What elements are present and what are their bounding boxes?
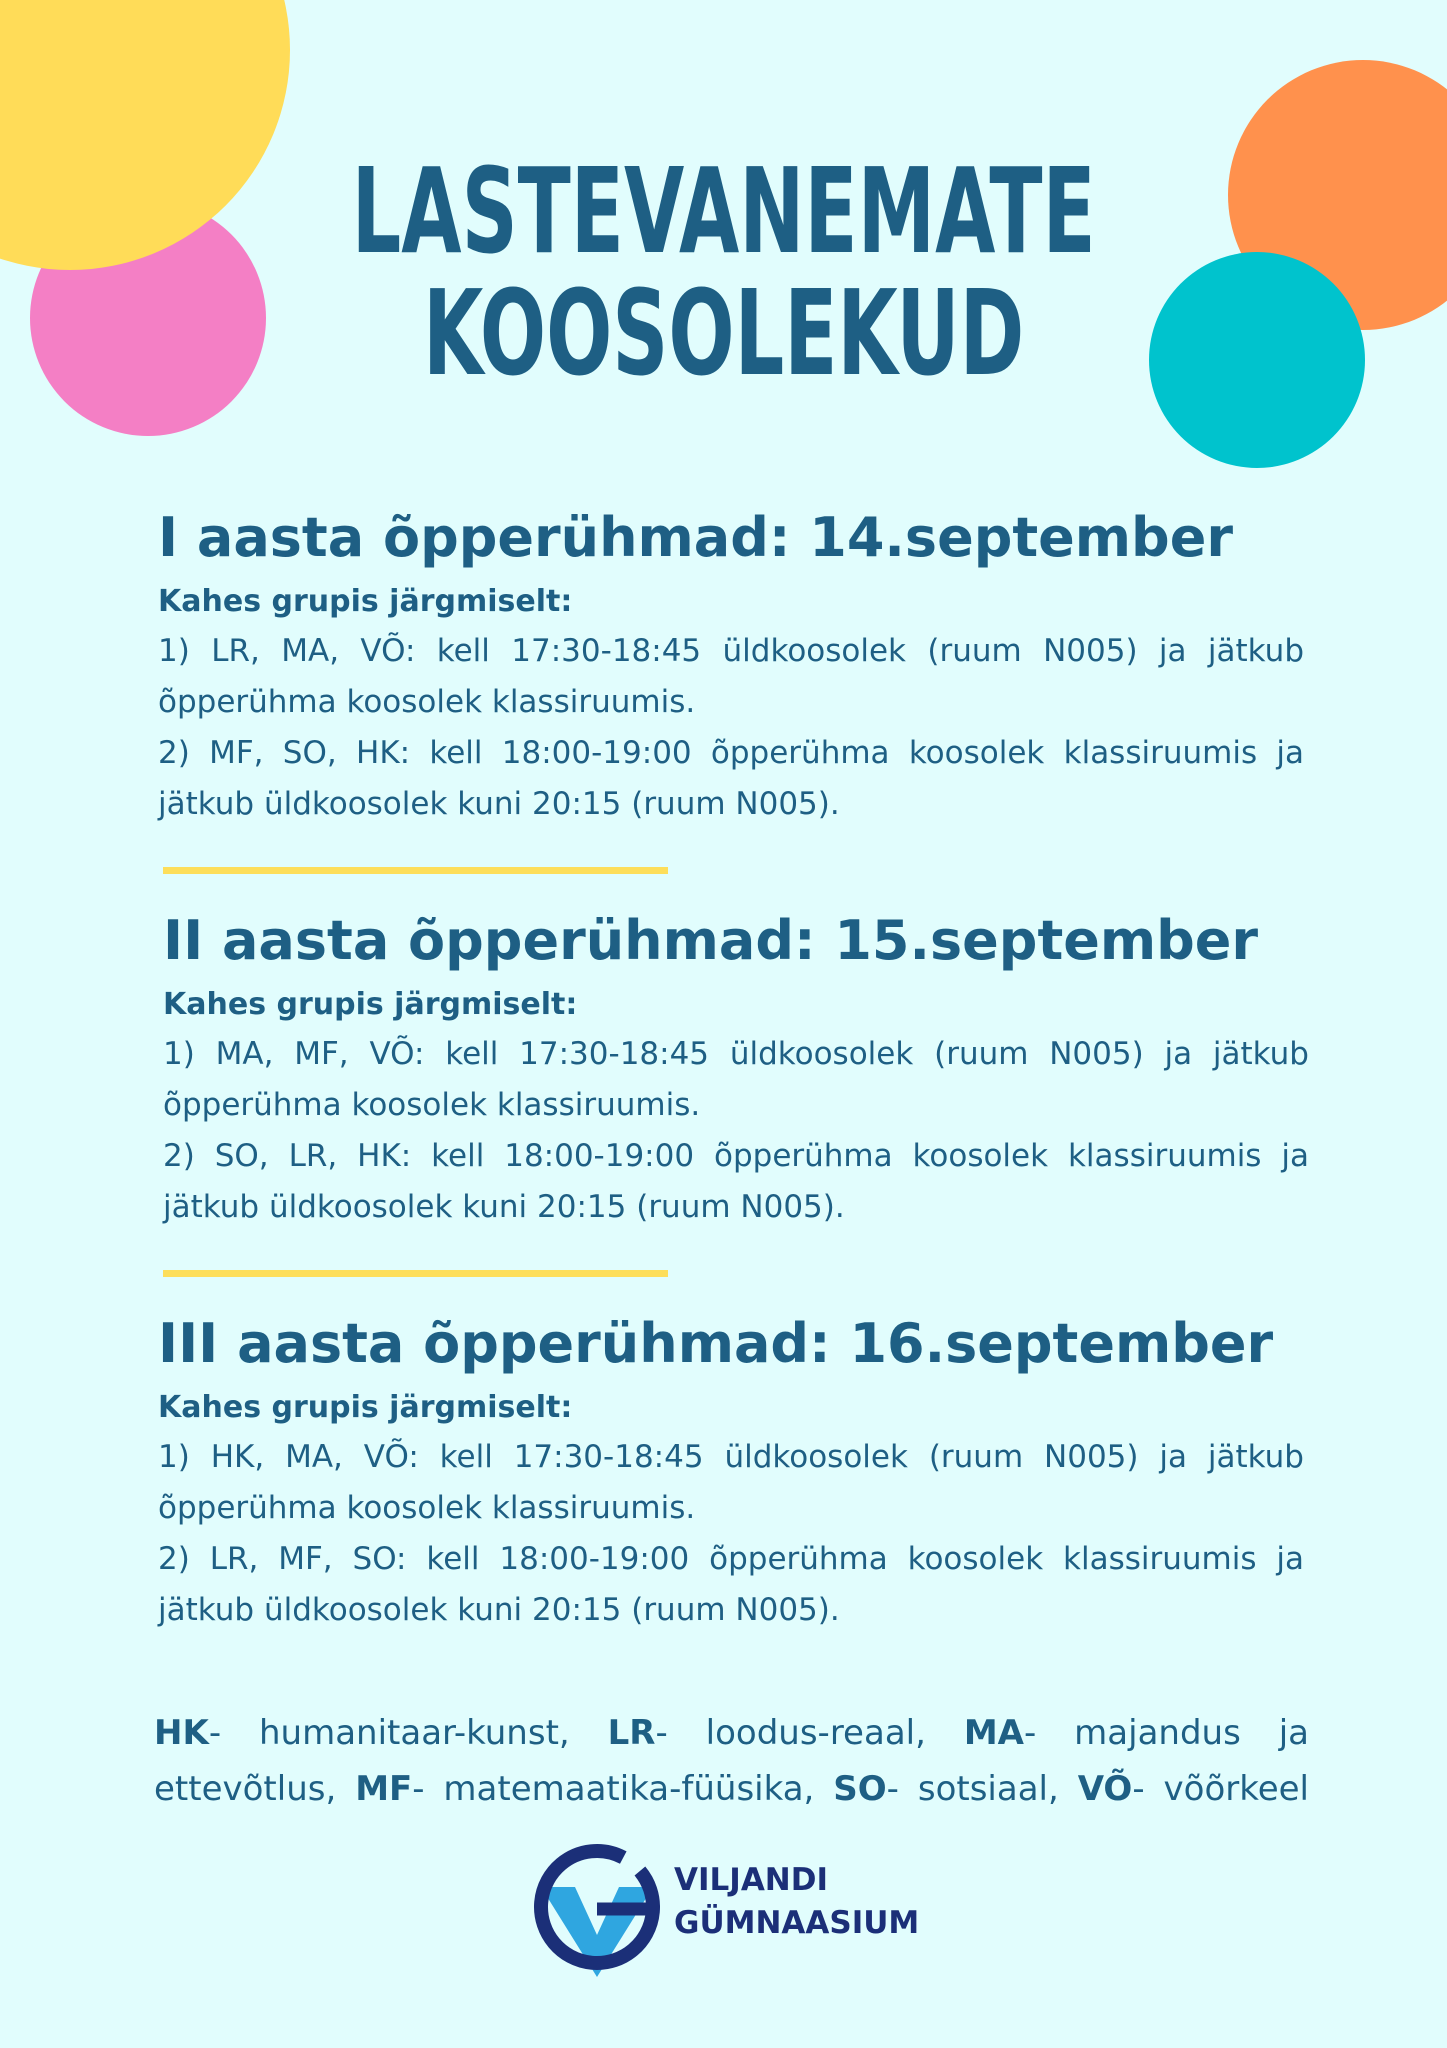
group-1-schedule: 1) HK, MA, VÕ: kell 17:30-18:45 üldkoosolek (ruum N005) ja jätkub õpperühma koosolek klassiruumis. [158, 1439, 1304, 1526]
school-name-line-2: GÜMNAASIUM [674, 1905, 920, 1941]
group-1-schedule: 1) LR, MA, VÕ: kell 17:30-18:45 üldkoosolek (ruum N005) ja jätkub õpperühma koosolek klassiruumis. [158, 633, 1304, 720]
section-year-3 [158, 1306, 1304, 1636]
legend-text-vo: - võõrkeel [1132, 1769, 1309, 1809]
section-year-1 [158, 500, 1304, 830]
section-year-2 [163, 903, 1309, 1233]
section-subheading: Kahes grupis järgmiselt: [163, 987, 578, 1022]
legend-text-so: - sotsiaal, [886, 1769, 1078, 1809]
section-heading: III aasta õpperühmad: 16.september [158, 1312, 1274, 1375]
group-2-schedule: 2) MF, SO, HK: kell 18:00-19:00 õpperühma koosolek klassiruumis ja jätkub üldkoosolek kuni 20:15 (ruum N005). [158, 735, 1304, 822]
legend-abbr-ma: MA [963, 1713, 1024, 1753]
school-logo-icon [527, 1837, 667, 1977]
group-2-schedule: 2) SO, LR, HK: kell 18:00-19:00 õpperühma koosolek klassiruumis ja jätkub üldkoosolek kuni 20:15 (ruum N005). [163, 1138, 1309, 1225]
section-heading: I aasta õpperühmad: 14.september [158, 506, 1233, 569]
abbreviation-legend [154, 1705, 1309, 1817]
title-line-1: LASTEVANEMATE [351, 142, 1096, 280]
title-line-2: KOOSOLEKUD [423, 264, 1025, 402]
legend-abbr-so: SO [833, 1769, 887, 1809]
section-divider [163, 1270, 668, 1277]
legend-abbr-lr: LR [607, 1713, 656, 1753]
legend-abbr-vo: VÕ [1077, 1769, 1133, 1809]
section-subheading: Kahes grupis järgmiselt: [158, 1390, 573, 1425]
group-1-schedule: 1) MA, MF, VÕ: kell 17:30-18:45 üldkoosolek (ruum N005) ja jätkub õpperühma koosolek klassiruumis. [163, 1036, 1309, 1123]
legend-abbr-mf: MF [355, 1769, 413, 1809]
school-logo [527, 1837, 927, 1977]
legend-text-mf: - matemaatika-füüsika, [412, 1769, 834, 1809]
section-subheading: Kahes grupis järgmiselt: [158, 584, 573, 619]
page-title [246, 142, 1201, 402]
legend-text-ma: - majandus ja ettevõtlus, [154, 1713, 1309, 1809]
school-name [674, 1859, 919, 1945]
legend-text-lr: - loodus-reaal, [655, 1713, 964, 1753]
section-divider [163, 867, 668, 874]
legend-abbr-hk: HK [154, 1713, 209, 1753]
legend-text-hk: - humanitaar-kunst, [208, 1713, 608, 1753]
group-2-schedule: 2) LR, MF, SO: kell 18:00-19:00 õpperühma koosolek klassiruumis ja jätkub üldkoosolek kuni 20:15 (ruum N005). [158, 1541, 1304, 1628]
section-heading: II aasta õpperühmad: 15.september [163, 909, 1259, 972]
school-name-line-1: VILJANDI [674, 1862, 829, 1898]
